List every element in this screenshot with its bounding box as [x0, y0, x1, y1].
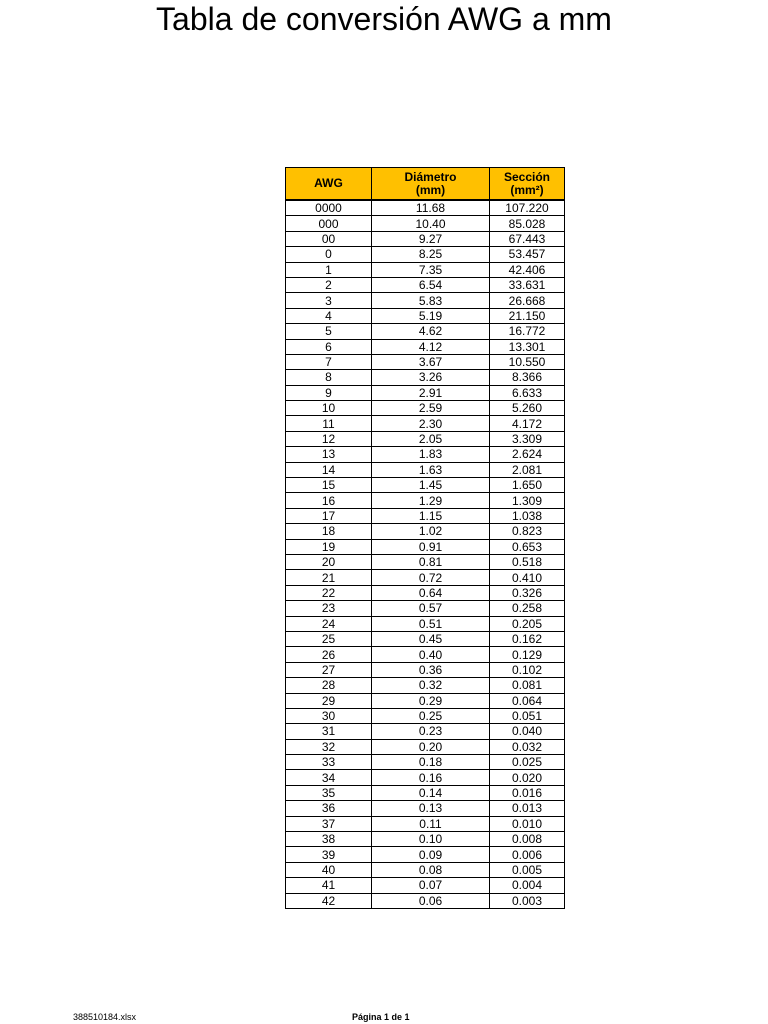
- cell-seccion: 10.550: [490, 354, 565, 369]
- cell-seccion: 1.038: [490, 508, 565, 523]
- table-row: [286, 816, 565, 831]
- cell-diametro: 1.29: [372, 493, 490, 508]
- header-seccion: [490, 168, 565, 201]
- table-row: [286, 277, 565, 292]
- cell-seccion: 13.301: [490, 339, 565, 354]
- cell-diametro: 0.10: [372, 832, 490, 847]
- cell-diametro: 1.83: [372, 447, 490, 462]
- cell-awg: 3: [286, 293, 372, 308]
- header-diametro: [372, 168, 490, 201]
- cell-diametro: 0.57: [372, 601, 490, 616]
- cell-seccion: 0.016: [490, 785, 565, 800]
- cell-seccion: 0.162: [490, 631, 565, 646]
- cell-awg: 14: [286, 462, 372, 477]
- cell-seccion: 0.013: [490, 801, 565, 816]
- cell-diametro: 0.23: [372, 724, 490, 739]
- cell-diametro: 2.59: [372, 401, 490, 416]
- cell-awg: 0000: [286, 200, 372, 216]
- cell-diametro: 0.64: [372, 585, 490, 600]
- cell-diametro: 1.63: [372, 462, 490, 477]
- table-row: [286, 878, 565, 893]
- cell-seccion: 42.406: [490, 262, 565, 277]
- cell-awg: 17: [286, 508, 372, 523]
- table-row: [286, 801, 565, 816]
- cell-seccion: 6.633: [490, 385, 565, 400]
- table-row: [286, 585, 565, 600]
- cell-seccion: 21.150: [490, 308, 565, 323]
- cell-awg: 33: [286, 755, 372, 770]
- cell-seccion: 0.518: [490, 554, 565, 569]
- cell-seccion: 107.220: [490, 200, 565, 216]
- cell-diametro: 2.05: [372, 431, 490, 446]
- cell-awg: 25: [286, 631, 372, 646]
- cell-seccion: 8.366: [490, 370, 565, 385]
- cell-seccion: 0.010: [490, 816, 565, 831]
- cell-diametro: 1.45: [372, 478, 490, 493]
- cell-awg: 6: [286, 339, 372, 354]
- table-row: [286, 524, 565, 539]
- table-row: [286, 693, 565, 708]
- cell-awg: 34: [286, 770, 372, 785]
- header-awg: [286, 168, 372, 201]
- cell-seccion: 26.668: [490, 293, 565, 308]
- cell-seccion: 85.028: [490, 216, 565, 231]
- awg-conversion-table: [285, 167, 565, 909]
- cell-awg: 20: [286, 554, 372, 569]
- cell-diametro: 0.36: [372, 662, 490, 677]
- cell-awg: 32: [286, 739, 372, 754]
- header-diametro-unit: (mm): [415, 182, 446, 197]
- table-row: [286, 447, 565, 462]
- table-row: [286, 832, 565, 847]
- cell-awg: 2: [286, 277, 372, 292]
- cell-awg: 15: [286, 478, 372, 493]
- cell-seccion: 0.020: [490, 770, 565, 785]
- header-awg-label: AWG: [314, 176, 343, 190]
- page-title: Tabla de conversión AWG a mm: [156, 1, 612, 37]
- cell-seccion: 0.006: [490, 847, 565, 862]
- table-row: [286, 785, 565, 800]
- cell-seccion: 0.051: [490, 708, 565, 723]
- cell-diametro: 1.15: [372, 508, 490, 523]
- cell-seccion: 0.823: [490, 524, 565, 539]
- cell-diametro: 0.16: [372, 770, 490, 785]
- table-row: [286, 724, 565, 739]
- cell-diametro: 8.25: [372, 247, 490, 262]
- table-row: [286, 354, 565, 369]
- cell-awg: 8: [286, 370, 372, 385]
- cell-diametro: 0.11: [372, 816, 490, 831]
- table-row: [286, 370, 565, 385]
- cell-diametro: 0.14: [372, 785, 490, 800]
- table-row: [286, 401, 565, 416]
- cell-seccion: 0.005: [490, 862, 565, 877]
- cell-diametro: 0.09: [372, 847, 490, 862]
- cell-seccion: 0.081: [490, 678, 565, 693]
- cell-diametro: 5.19: [372, 308, 490, 323]
- cell-diametro: 11.68: [372, 200, 490, 216]
- table-body: [286, 200, 565, 908]
- cell-awg: 13: [286, 447, 372, 462]
- cell-awg: 00: [286, 231, 372, 246]
- table-row: [286, 508, 565, 523]
- cell-seccion: 0.410: [490, 570, 565, 585]
- cell-awg: 40: [286, 862, 372, 877]
- cell-diametro: 3.67: [372, 354, 490, 369]
- cell-diametro: 0.51: [372, 616, 490, 631]
- cell-awg: 29: [286, 693, 372, 708]
- cell-seccion: 0.008: [490, 832, 565, 847]
- cell-seccion: 5.260: [490, 401, 565, 416]
- table-row: [286, 539, 565, 554]
- cell-seccion: 0.653: [490, 539, 565, 554]
- cell-seccion: 1.309: [490, 493, 565, 508]
- table-row: [286, 339, 565, 354]
- cell-diametro: 0.13: [372, 801, 490, 816]
- cell-diametro: 0.25: [372, 708, 490, 723]
- table-row: [286, 385, 565, 400]
- cell-seccion: 0.064: [490, 693, 565, 708]
- cell-diametro: 0.40: [372, 647, 490, 662]
- cell-seccion: 2.081: [490, 462, 565, 477]
- table-row: [286, 293, 565, 308]
- table-row: [286, 893, 565, 908]
- table-row: [286, 847, 565, 862]
- table-header-row: [286, 168, 565, 201]
- cell-seccion: 67.443: [490, 231, 565, 246]
- cell-awg: 26: [286, 647, 372, 662]
- cell-awg: 37: [286, 816, 372, 831]
- cell-diametro: 0.72: [372, 570, 490, 585]
- cell-seccion: 2.624: [490, 447, 565, 462]
- cell-awg: 36: [286, 801, 372, 816]
- cell-diametro: 0.29: [372, 693, 490, 708]
- table-row: [286, 662, 565, 677]
- table-row: [286, 200, 565, 216]
- table-row: [286, 739, 565, 754]
- cell-awg: 41: [286, 878, 372, 893]
- table-row: [286, 678, 565, 693]
- cell-awg: 0: [286, 247, 372, 262]
- cell-seccion: 3.309: [490, 431, 565, 446]
- table-row: [286, 755, 565, 770]
- cell-awg: 23: [286, 601, 372, 616]
- table-row: [286, 554, 565, 569]
- cell-awg: 1: [286, 262, 372, 277]
- cell-awg: 5: [286, 324, 372, 339]
- cell-awg: 10: [286, 401, 372, 416]
- cell-awg: 24: [286, 616, 372, 631]
- cell-seccion: 53.457: [490, 247, 565, 262]
- table-row: [286, 416, 565, 431]
- footer-filename: 388510184.xlsx: [73, 1012, 137, 1022]
- cell-awg: 21: [286, 570, 372, 585]
- cell-diametro: 0.06: [372, 893, 490, 908]
- table-row: [286, 262, 565, 277]
- table-row: [286, 616, 565, 631]
- cell-seccion: 0.102: [490, 662, 565, 677]
- cell-diametro: 0.81: [372, 554, 490, 569]
- cell-awg: 42: [286, 893, 372, 908]
- cell-diametro: 10.40: [372, 216, 490, 231]
- cell-diametro: 7.35: [372, 262, 490, 277]
- table-row: [286, 601, 565, 616]
- table-row: [286, 493, 565, 508]
- cell-diametro: 0.07: [372, 878, 490, 893]
- cell-diametro: 1.02: [372, 524, 490, 539]
- table-row: [286, 478, 565, 493]
- table-row: [286, 862, 565, 877]
- table-row: [286, 231, 565, 246]
- cell-seccion: 33.631: [490, 277, 565, 292]
- cell-awg: 31: [286, 724, 372, 739]
- header-diametro-label: Diámetro: [404, 169, 457, 184]
- cell-seccion: 0.258: [490, 601, 565, 616]
- table-row: [286, 708, 565, 723]
- cell-awg: 000: [286, 216, 372, 231]
- cell-diametro: 0.08: [372, 862, 490, 877]
- cell-seccion: 0.129: [490, 647, 565, 662]
- cell-seccion: 1.650: [490, 478, 565, 493]
- cell-seccion: 0.326: [490, 585, 565, 600]
- cell-diametro: 9.27: [372, 231, 490, 246]
- cell-diametro: 4.62: [372, 324, 490, 339]
- cell-awg: 7: [286, 354, 372, 369]
- cell-seccion: 0.032: [490, 739, 565, 754]
- table-row: [286, 431, 565, 446]
- table-row: [286, 570, 565, 585]
- cell-diametro: 0.32: [372, 678, 490, 693]
- table-row: [286, 647, 565, 662]
- cell-awg: 9: [286, 385, 372, 400]
- cell-awg: 16: [286, 493, 372, 508]
- cell-awg: 35: [286, 785, 372, 800]
- cell-diametro: 4.12: [372, 339, 490, 354]
- cell-awg: 30: [286, 708, 372, 723]
- footer-page-number: Página 1 de 1: [352, 1012, 410, 1022]
- cell-awg: 27: [286, 662, 372, 677]
- cell-awg: 18: [286, 524, 372, 539]
- table-row: [286, 770, 565, 785]
- table-row: [286, 324, 565, 339]
- cell-awg: 22: [286, 585, 372, 600]
- cell-seccion: 4.172: [490, 416, 565, 431]
- cell-diametro: 0.18: [372, 755, 490, 770]
- cell-seccion: 0.003: [490, 893, 565, 908]
- cell-diametro: 2.91: [372, 385, 490, 400]
- cell-diametro: 0.20: [372, 739, 490, 754]
- cell-diametro: 0.91: [372, 539, 490, 554]
- cell-awg: 19: [286, 539, 372, 554]
- cell-seccion: 0.040: [490, 724, 565, 739]
- cell-awg: 11: [286, 416, 372, 431]
- cell-awg: 12: [286, 431, 372, 446]
- cell-diametro: 5.83: [372, 293, 490, 308]
- header-seccion-label: Sección: [503, 169, 551, 184]
- cell-awg: 4: [286, 308, 372, 323]
- cell-awg: 28: [286, 678, 372, 693]
- cell-seccion: 0.205: [490, 616, 565, 631]
- table-row: [286, 631, 565, 646]
- table-row: [286, 462, 565, 477]
- cell-seccion: 16.772: [490, 324, 565, 339]
- table-row: [286, 308, 565, 323]
- cell-diametro: 3.26: [372, 370, 490, 385]
- cell-diametro: 0.45: [372, 631, 490, 646]
- cell-awg: 38: [286, 832, 372, 847]
- table-row: [286, 247, 565, 262]
- cell-seccion: 0.025: [490, 755, 565, 770]
- table-row: [286, 216, 565, 231]
- cell-diametro: 2.30: [372, 416, 490, 431]
- cell-diametro: 6.54: [372, 277, 490, 292]
- header-seccion-unit: (mm²): [510, 182, 544, 197]
- cell-awg: 39: [286, 847, 372, 862]
- cell-seccion: 0.004: [490, 878, 565, 893]
